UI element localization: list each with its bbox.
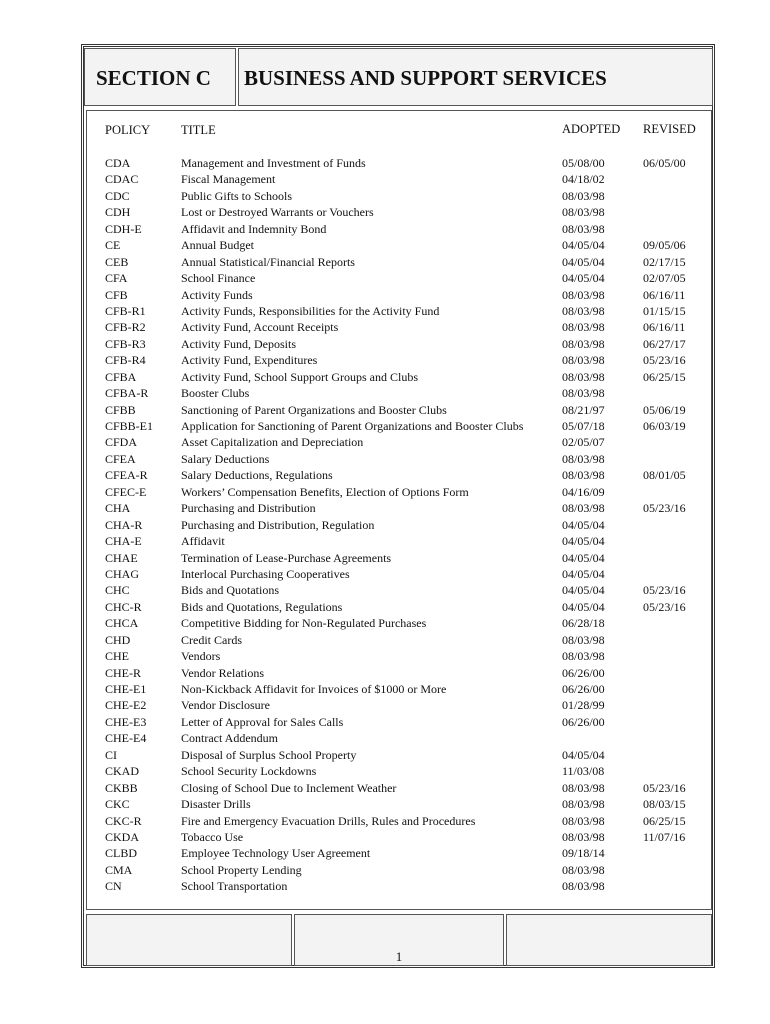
adopted-date: 11/03/08: [562, 764, 605, 779]
adopted-date: 08/03/98: [562, 386, 605, 401]
table-row: [0, 632, 770, 648]
policy-title: Employee Technology User Agreement: [181, 846, 371, 861]
policy-code: CKDA: [105, 829, 140, 844]
table-row: [0, 418, 770, 434]
adopted-date: 08/03/98: [562, 221, 605, 236]
policy-title: Purchasing and Distribution: [181, 501, 316, 516]
policy-code: CDH: [105, 205, 131, 220]
policy-title: Activity Funds: [181, 287, 253, 302]
table-row: [0, 303, 770, 319]
policy-code: CKBB: [105, 780, 138, 795]
policy-title: Annual Budget: [181, 238, 254, 253]
table-row: [0, 878, 770, 894]
policy-list: [0, 155, 770, 895]
table-row: [0, 533, 770, 549]
policy-title: Competitive Bidding for Non-Regulated Purchases: [181, 616, 427, 631]
policy-code: CFBB-E1: [105, 419, 154, 433]
revised-date: 06/25/15: [643, 813, 686, 828]
table-row: [0, 270, 770, 286]
revised-date: 06/03/19: [643, 419, 686, 433]
table-row: [0, 287, 770, 303]
column-header-policy: POLICY: [105, 123, 151, 137]
adopted-date: 09/18/14: [562, 846, 605, 861]
policy-title: Closing of School Due to Inclement Weather: [181, 780, 397, 795]
table-row: [0, 434, 770, 450]
policy-title: Asset Capitalization and Depreciation: [181, 435, 364, 450]
revised-date: 05/06/19: [643, 402, 686, 417]
adopted-date: 06/28/18: [562, 616, 605, 631]
policy-title: Bids and Quotations: [181, 583, 279, 598]
policy-title: Activity Fund, School Support Groups and Clubs: [181, 369, 419, 384]
policy-title: School Property Lending: [181, 862, 302, 877]
adopted-date: 04/05/04: [562, 238, 605, 253]
adopted-date: 08/03/98: [562, 188, 605, 203]
revised-date: 02/07/05: [643, 271, 686, 286]
table-row: [0, 599, 770, 615]
policy-code: CHA: [105, 501, 131, 516]
revised-date: 05/23/16: [643, 501, 686, 516]
page-number: 1: [395, 949, 403, 964]
adopted-date: 08/03/98: [562, 205, 605, 220]
policy-title: Affidavit: [181, 534, 225, 549]
policy-title: Termination of Lease-Purchase Agreements: [181, 550, 392, 565]
policy-code: CEB: [105, 254, 129, 269]
table-row: [0, 714, 770, 730]
policy-code: CFB-R3: [105, 336, 146, 351]
adopted-date: 04/05/04: [562, 517, 605, 532]
adopted-date: 06/26/00: [562, 714, 605, 729]
table-row: [0, 352, 770, 368]
table-row: [0, 665, 770, 681]
table-row: [0, 402, 770, 418]
policy-code: CDA: [105, 156, 131, 170]
policy-title: Vendors: [181, 649, 221, 664]
policy-title: Workers’ Compensation Benefits, Election of Options Form: [181, 484, 469, 499]
policy-code: CKAD: [105, 764, 140, 779]
adopted-date: 08/03/98: [562, 303, 605, 318]
policy-code: CFB-R2: [105, 320, 146, 335]
revised-date: 05/23/16: [643, 780, 686, 795]
adopted-date: 04/05/04: [562, 271, 605, 286]
policy-title: Vendor Disclosure: [181, 698, 270, 713]
policy-title: School Finance: [181, 271, 256, 286]
policy-title: Sanctioning of Parent Organizations and Booster Clubs: [181, 402, 447, 417]
adopted-date: 08/03/98: [562, 649, 605, 664]
policy-code: CFB: [105, 287, 128, 302]
policy-title: Management and Investment of Funds: [181, 156, 366, 170]
policy-code: CKC-R: [105, 813, 142, 828]
adopted-date: 04/05/04: [562, 254, 605, 269]
policy-title: School Transportation: [181, 879, 288, 894]
policy-code: CFB-R1: [105, 303, 146, 318]
adopted-date: 04/05/04: [562, 566, 605, 581]
policy-code: CHA-E: [105, 534, 142, 549]
policy-title: Application for Sanctioning of Parent Organizations and Booster Clubs: [181, 419, 524, 433]
adopted-date: 08/21/97: [562, 402, 605, 417]
table-row: [0, 467, 770, 483]
policy-title: Annual Statistical/Financial Reports: [181, 254, 355, 269]
policy-title: Lost or Destroyed Warrants or Vouchers: [181, 205, 374, 220]
table-row: [0, 517, 770, 533]
policy-title: Salary Deductions, Regulations: [181, 468, 333, 483]
policy-title: Interlocal Purchasing Cooperatives: [181, 566, 350, 581]
adopted-date: 04/05/04: [562, 747, 605, 762]
revised-date: 06/16/11: [643, 320, 686, 335]
column-header-revised: REVISED: [643, 122, 696, 136]
revised-date: 06/25/15: [643, 369, 686, 384]
policy-title: Tobacco Use: [181, 829, 244, 844]
policy-code: CFEA: [105, 451, 136, 466]
revised-date: 02/17/15: [643, 254, 686, 269]
adopted-date: 06/26/00: [562, 665, 605, 680]
table-row: [0, 484, 770, 500]
adopted-date: 08/03/98: [562, 829, 605, 844]
policy-code: CFA: [105, 271, 128, 286]
table-row: [0, 319, 770, 335]
revised-date: 05/23/16: [643, 599, 686, 614]
policy-title: Affidavit and Indemnity Bond: [181, 221, 327, 236]
revised-date: 05/23/16: [643, 583, 686, 598]
policy-code: CHA-R: [105, 517, 143, 532]
table-row: [0, 566, 770, 582]
policy-title: School Security Lockdowns: [181, 764, 317, 779]
adopted-date: 08/03/98: [562, 451, 605, 466]
policy-title: Fire and Emergency Evacuation Drills, Rules and Procedures: [181, 813, 476, 828]
policy-title: Activity Fund, Account Receipts: [181, 320, 339, 335]
policy-code: CFEA-R: [105, 468, 148, 483]
adopted-date: 08/03/98: [562, 813, 605, 828]
adopted-date: 08/03/98: [562, 797, 605, 812]
policy-code: CFBA: [105, 369, 137, 384]
table-row: [0, 796, 770, 812]
policy-code: CFBB: [105, 402, 136, 417]
policy-code: CE: [105, 238, 121, 253]
adopted-date: 04/05/04: [562, 599, 605, 614]
policy-code: CKC: [105, 797, 130, 812]
table-row: [0, 845, 770, 861]
policy-code: CMA: [105, 862, 133, 877]
policy-code: CFB-R4: [105, 353, 146, 368]
policy-code: CDH-E: [105, 221, 142, 236]
policy-code: CFDA: [105, 435, 138, 450]
policy-title: Disaster Drills: [181, 797, 251, 812]
table-row: [0, 369, 770, 385]
table-row: [0, 155, 770, 171]
policy-title: Fiscal Management: [181, 172, 276, 187]
policy-code: CI: [105, 747, 117, 762]
adopted-date: 08/03/98: [562, 369, 605, 384]
adopted-date: 04/18/02: [562, 172, 605, 187]
policy-code: CHD: [105, 632, 131, 647]
policy-title: Activity Fund, Expenditures: [181, 353, 318, 368]
policy-title: Purchasing and Distribution, Regulation: [181, 517, 375, 532]
table-row: [0, 237, 770, 253]
table-row: [0, 385, 770, 401]
section-name: BUSINESS AND SUPPORT SERVICES: [244, 66, 607, 90]
adopted-date: 02/05/07: [562, 435, 605, 450]
footer-left-box: [86, 914, 292, 966]
revised-date: 08/01/05: [643, 468, 686, 483]
revised-date: 08/03/15: [643, 797, 686, 812]
policy-code: CHE-E3: [105, 714, 147, 729]
revised-date: 06/05/00: [643, 156, 686, 170]
adopted-date: 04/16/09: [562, 484, 605, 499]
policy-title: Public Gifts to Schools: [181, 188, 293, 203]
policy-title: Activity Fund, Deposits: [181, 336, 297, 351]
table-row: [0, 254, 770, 270]
table-row: [0, 204, 770, 220]
policy-code: CHE-R: [105, 665, 141, 680]
table-row: [0, 336, 770, 352]
table-row: [0, 763, 770, 779]
table-row: [0, 813, 770, 829]
footer-center-box: [294, 914, 504, 966]
adopted-date: 08/03/98: [562, 632, 605, 647]
adopted-date: 08/03/98: [562, 353, 605, 368]
table-row: [0, 615, 770, 631]
adopted-date: 08/03/98: [562, 336, 605, 351]
policy-code: CN: [105, 879, 122, 894]
table-row: [0, 829, 770, 845]
policy-code: CDC: [105, 188, 130, 203]
policy-code: CHC: [105, 583, 130, 598]
adopted-date: 08/03/98: [562, 468, 605, 483]
adopted-date: 01/28/99: [562, 698, 605, 713]
adopted-date: 08/03/98: [562, 320, 605, 335]
adopted-date: 08/03/98: [562, 862, 605, 877]
policy-code: CDAC: [105, 172, 139, 187]
table-row: [0, 681, 770, 697]
policy-title: Disposal of Surplus School Property: [181, 747, 357, 762]
policy-code: CHE-E4: [105, 731, 147, 746]
policy-code: CHC-R: [105, 599, 142, 614]
policy-code: CHE-E2: [105, 698, 147, 713]
table-row: [0, 171, 770, 187]
table-row: [0, 780, 770, 796]
column-header-adopted: ADOPTED: [562, 122, 621, 136]
table-row: [0, 747, 770, 763]
policy-code: CHAE: [105, 550, 138, 565]
policy-title: Booster Clubs: [181, 386, 250, 401]
adopted-date: 06/26/00: [562, 682, 605, 696]
policy-title: Vendor Relations: [181, 665, 264, 680]
policy-code: CLBD: [105, 846, 138, 861]
revised-date: 05/23/16: [643, 353, 686, 368]
policy-code: CFBA-R: [105, 386, 149, 401]
revised-date: 01/15/15: [643, 303, 686, 318]
table-row: [0, 221, 770, 237]
revised-date: 11/07/16: [643, 829, 686, 844]
policy-code: CFEC-E: [105, 484, 147, 499]
revised-date: 06/16/11: [643, 287, 686, 302]
table-row: [0, 500, 770, 516]
adopted-date: 08/03/98: [562, 879, 605, 894]
policy-title: Letter of Approval for Sales Calls: [181, 714, 344, 729]
revised-date: 09/05/06: [643, 238, 686, 253]
table-row: [0, 730, 770, 746]
policy-code: CHAG: [105, 566, 140, 581]
adopted-date: 04/05/04: [562, 583, 605, 598]
policy-code: CHE: [105, 649, 129, 664]
table-row: [0, 582, 770, 598]
adopted-date: 08/03/98: [562, 501, 605, 516]
policy-title: Activity Funds, Responsibilities for the Activity Fund: [181, 303, 440, 318]
table-row: [0, 697, 770, 713]
adopted-date: 08/03/98: [562, 780, 605, 795]
policy-title: Non-Kickback Affidavit for Invoices of $1000 or More: [181, 682, 447, 696]
footer-right-box: [506, 914, 712, 966]
adopted-date: 05/08/00: [562, 156, 605, 170]
table-row: [0, 188, 770, 204]
policy-title: Credit Cards: [181, 632, 242, 647]
policy-title: Contract Addendum: [181, 731, 278, 746]
table-row: [0, 648, 770, 664]
policy-code: CHCA: [105, 616, 139, 631]
section-label: SECTION C: [96, 66, 211, 90]
adopted-date: 08/03/98: [562, 287, 605, 302]
column-header-title: TITLE: [181, 123, 216, 137]
adopted-date: 04/05/04: [562, 550, 605, 565]
revised-date: 06/27/17: [643, 336, 686, 351]
policy-code: CHE-E1: [105, 682, 147, 696]
adopted-date: 04/05/04: [562, 534, 605, 549]
table-row: [0, 451, 770, 467]
policy-title: Bids and Quotations, Regulations: [181, 599, 343, 614]
table-row: [0, 550, 770, 566]
adopted-date: 05/07/18: [562, 419, 605, 433]
table-row: [0, 862, 770, 878]
policy-title: Salary Deductions: [181, 451, 270, 466]
